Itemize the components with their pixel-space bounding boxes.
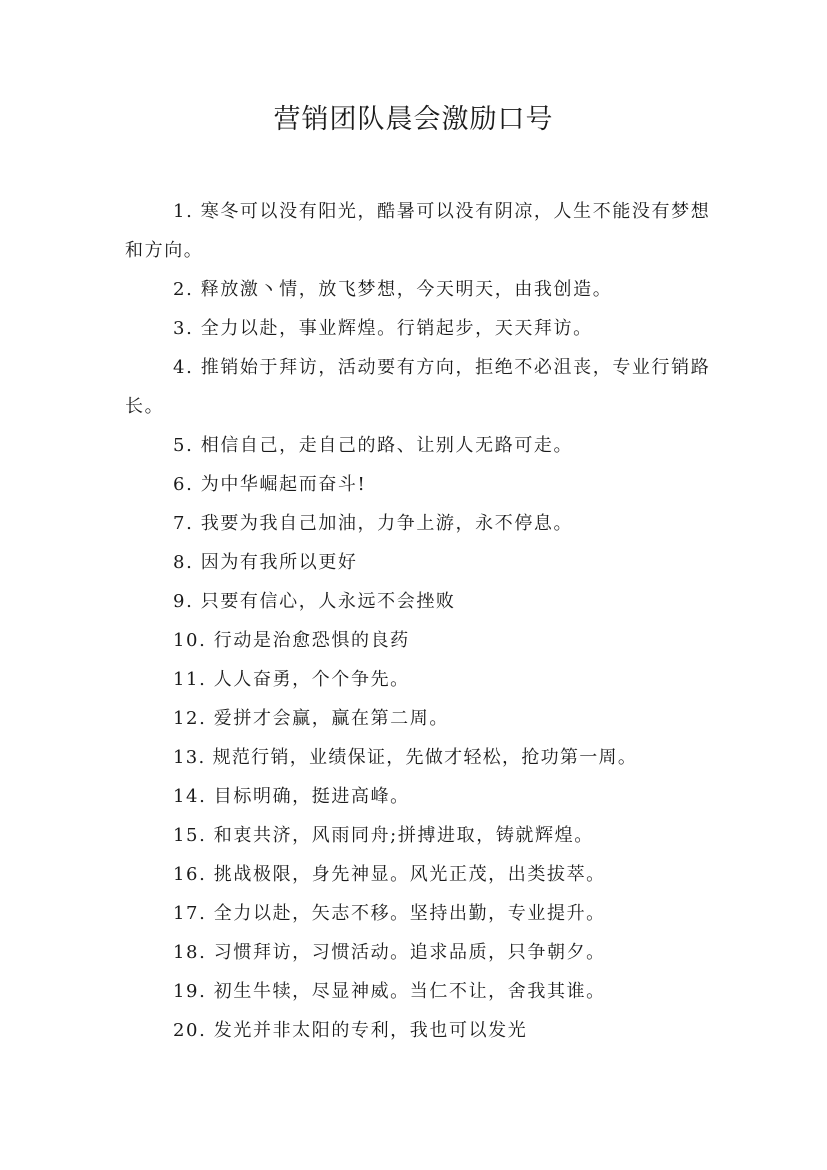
item-text: 规范行销，业绩保证，先做才轻松，抢功第一周。	[212, 747, 638, 768]
item-number: 5 .	[173, 435, 201, 456]
item-number: 4 .	[173, 357, 201, 378]
item-text: 推销始于拜访，活动要有方向，拒绝不必沮丧，专业行销路长。	[125, 357, 711, 417]
item-text: 挑战极限，身先神显。风光正茂，出类拔萃。	[213, 864, 606, 885]
item-text: 发光并非太阳的专利，我也可以发光	[213, 1020, 528, 1041]
item-number: 19 .	[173, 981, 214, 1002]
list-item	[125, 777, 725, 816]
item-text: 释放激丶情，放飞梦想，今天明天，由我创造。	[200, 279, 613, 300]
item-number: 14 .	[173, 786, 214, 807]
list-item	[125, 426, 725, 465]
item-number: 18 .	[173, 942, 214, 963]
item-number: 17 .	[173, 903, 214, 924]
item-number: 10 .	[173, 630, 214, 651]
item-number: 16 .	[173, 864, 214, 885]
item-number: 8 .	[173, 552, 201, 573]
list-item	[125, 270, 725, 309]
list-item	[125, 699, 725, 738]
list-item	[125, 348, 725, 426]
list-item	[125, 1011, 725, 1050]
item-number: 12 .	[173, 708, 214, 729]
item-text: 初生牛犊，尽显神威。当仁不让，舍我其谁。	[213, 981, 606, 1002]
list-item	[125, 309, 725, 348]
item-number: 20 .	[173, 1020, 214, 1041]
item-text: 行动是治愈恐惧的良药	[213, 630, 410, 651]
item-number: 7 .	[173, 513, 201, 534]
item-number: 9 .	[173, 591, 201, 612]
item-number: 3 .	[173, 318, 201, 339]
list-item	[125, 543, 725, 582]
item-number: 6 .	[173, 474, 201, 495]
item-text: 全力以赴，事业辉煌。行销起步，天天拜访。	[200, 318, 593, 339]
item-number: 13 .	[173, 747, 213, 768]
list-item	[125, 894, 725, 933]
item-text: 人人奋勇，个个争先。	[213, 669, 410, 690]
slogan-list	[125, 192, 725, 1050]
item-number: 11 .	[173, 669, 214, 690]
item-text: 因为有我所以更好	[200, 552, 358, 573]
item-text: 相信自己，走自己的路、让别人无路可走。	[200, 435, 574, 456]
list-item	[125, 972, 725, 1011]
item-text: 我要为我自己加油，力争上游，永不停息。	[200, 513, 574, 534]
item-number: 2 .	[173, 279, 201, 300]
list-item	[125, 192, 725, 270]
item-text: 寒冬可以没有阳光，酷暑可以没有阴凉，人生不能没有梦想和方向。	[125, 201, 711, 261]
item-text: 习惯拜访，习惯活动。追求品质，只争朝夕。	[213, 942, 606, 963]
list-item	[125, 621, 725, 660]
document-title: 营销团队晨会激励口号	[273, 104, 554, 135]
item-text: 和衷共济，风雨同舟;拼搏进取，铸就辉煌。	[213, 825, 594, 846]
item-text: 为中华崛起而奋斗!	[200, 474, 367, 495]
item-text: 目标明确，挺进高峰。	[213, 786, 410, 807]
item-number: 15 .	[173, 825, 214, 846]
list-item	[125, 504, 725, 543]
item-text: 爱拼才会赢，赢在第二周。	[213, 708, 449, 729]
list-item	[125, 660, 725, 699]
item-text: 全力以赴，矢志不移。坚持出勤，专业提升。	[213, 903, 606, 924]
list-item	[125, 582, 725, 621]
item-text: 只要有信心，人永远不会挫败	[200, 591, 456, 612]
list-item	[125, 855, 725, 894]
list-item	[125, 816, 725, 855]
list-item	[125, 465, 725, 504]
list-item	[125, 933, 725, 972]
item-number: 1 .	[173, 201, 201, 222]
list-item	[125, 738, 725, 777]
